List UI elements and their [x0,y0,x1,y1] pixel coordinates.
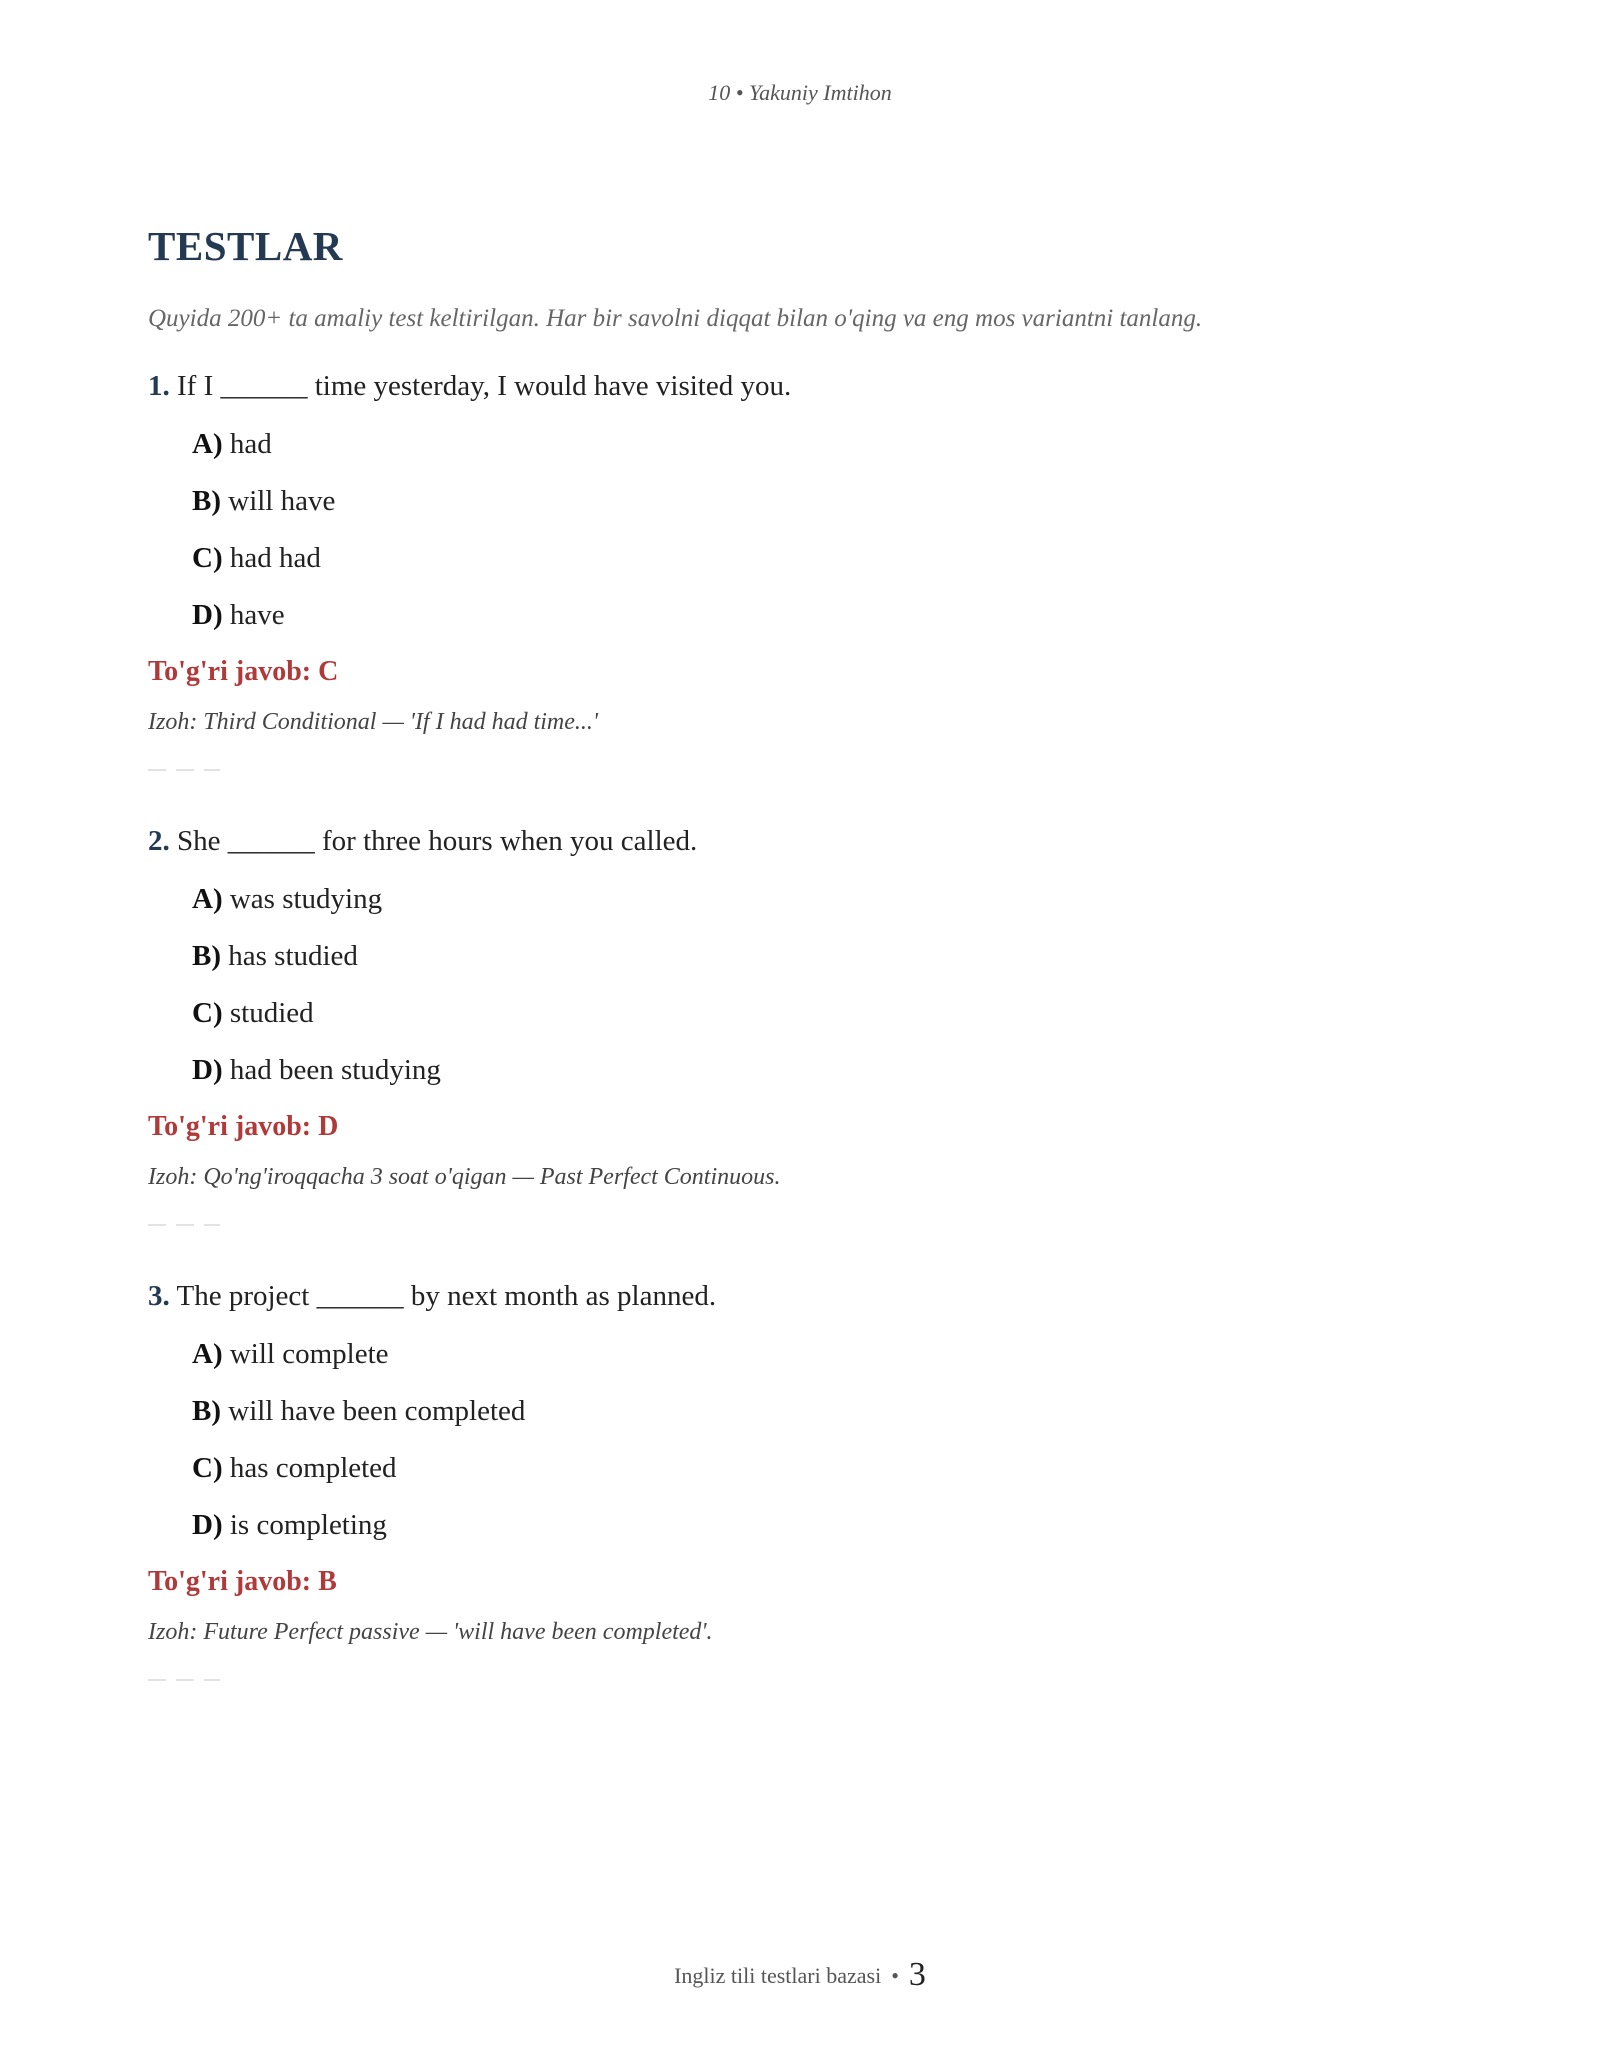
option-letter: D) [192,599,223,631]
option-c [192,1448,1458,1488]
section-intro: Quyida 200+ ta amaliy test keltirilgan. Har bir savolni diqqat bilan o'qing va eng mos variantni tanlang. [148,305,1203,332]
option-d [192,595,1458,635]
correct-answer: To'g'ri javob: C [148,656,339,687]
page-content [148,222,1458,1681]
option-letter: C) [192,997,223,1029]
option-letter: B) [192,1395,221,1427]
question-text [148,821,1458,861]
option-letter: C) [192,542,223,574]
option-letter: C) [192,1452,223,1484]
option-letter: B) [192,485,221,517]
explanation-note: Izoh: Third Conditional — 'If I had had time...' [148,709,599,735]
option-letter: A) [192,428,223,460]
option-list [148,1334,1458,1545]
option-letter: A) [192,1338,223,1370]
option-text: studied [229,997,314,1029]
option-list [148,424,1458,635]
option-text: was studying [229,883,383,915]
section-title: TESTLAR [148,223,343,269]
question-number: 2. [148,825,170,857]
option-text: had been studying [229,1054,441,1086]
question-text [148,1276,1458,1316]
page-footer [0,1956,1600,1994]
option-text: is completing [229,1509,387,1541]
option-d [192,1505,1458,1545]
option-text: will complete [229,1338,389,1370]
option-text: had had [229,542,321,574]
question-prompt: The project ______ by next month as planned. [176,1280,717,1312]
question-2 [148,821,1458,1226]
question-prompt: If I ______ time yesterday, I would have visited you. [177,370,792,402]
question-separator [148,769,220,771]
correct-answer: To'g'ri javob: D [148,1111,339,1142]
option-list [148,879,1458,1090]
option-letter: B) [192,940,221,972]
page-number: 3 [908,1956,926,1993]
question-prompt: She ______ for three hours when you called. [177,825,698,857]
question-3 [148,1276,1458,1681]
option-text: has completed [229,1452,397,1484]
question-separator [148,1679,220,1681]
option-letter: D) [192,1509,223,1541]
footer-book-title: Ingliz tili testlari bazasi [674,1963,882,1988]
option-text: have [229,599,285,631]
option-b [192,1391,1458,1431]
option-d [192,1050,1458,1090]
option-text: had [229,428,272,460]
option-b [192,936,1458,976]
explanation-note: Izoh: Qo'ng'iroqqacha 3 soat o'qigan — Past Perfect Continuous. [148,1164,781,1190]
option-text: will have [228,485,336,517]
option-c [192,993,1458,1033]
question-text [148,366,1458,406]
footer-separator: • [891,1963,899,1988]
correct-answer: To'g'ri javob: B [148,1566,337,1597]
explanation-note: Izoh: Future Perfect passive — 'will have been completed'. [148,1619,713,1645]
question-separator [148,1224,220,1226]
option-a [192,1334,1458,1374]
option-a [192,879,1458,919]
option-a [192,424,1458,464]
question-number: 3. [148,1280,170,1312]
option-text: has studied [228,940,358,972]
running-head: 10 • Yakuniy Imtihon [708,80,892,105]
question-1 [148,366,1458,771]
option-c [192,538,1458,578]
option-b [192,481,1458,521]
option-text: will have been completed [228,1395,526,1427]
question-number: 1. [148,370,170,402]
option-letter: A) [192,883,223,915]
option-letter: D) [192,1054,223,1086]
